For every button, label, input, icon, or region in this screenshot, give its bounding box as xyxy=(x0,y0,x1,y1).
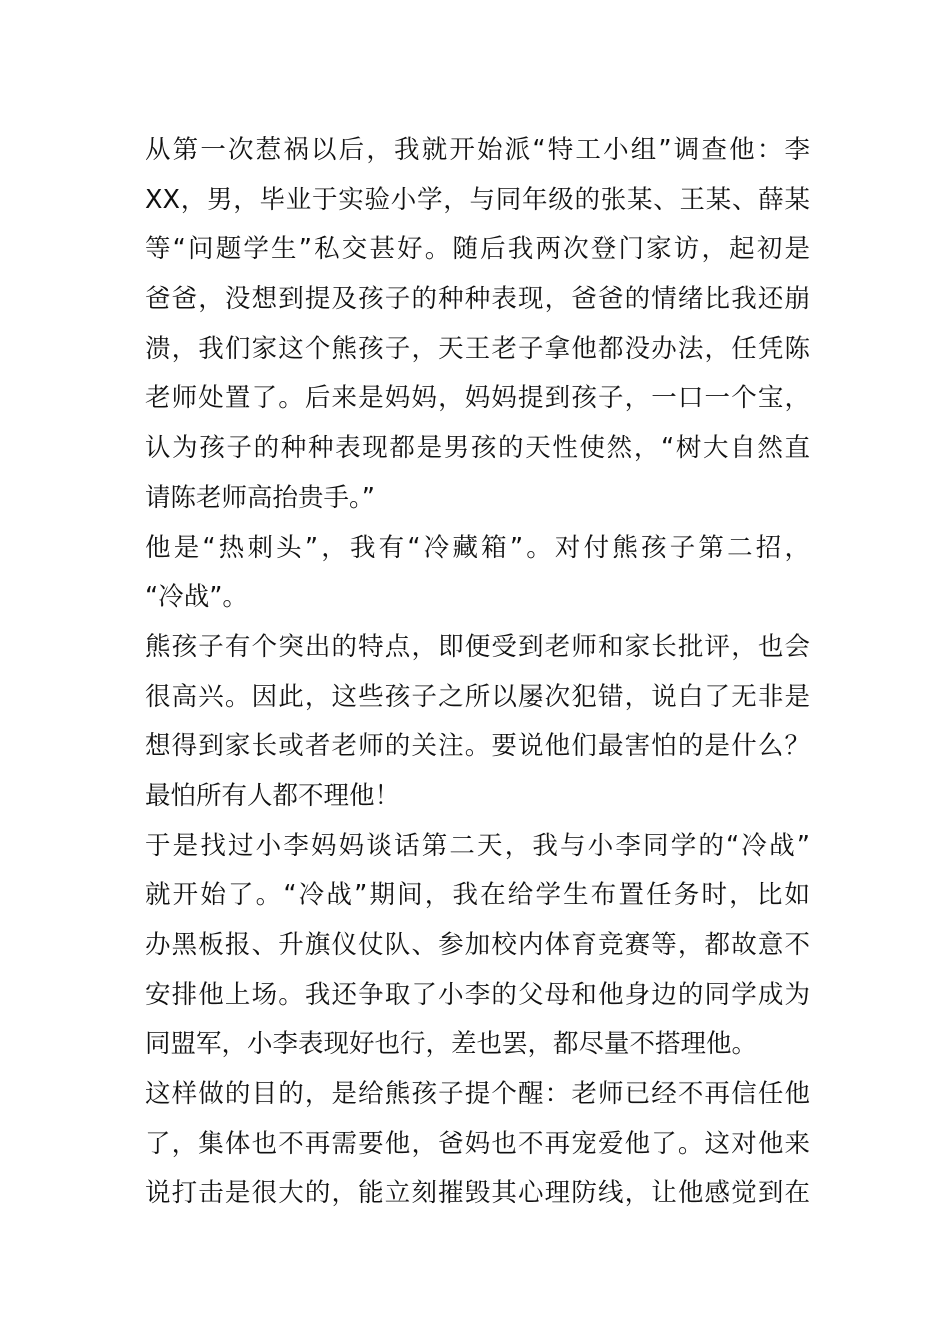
text-line: 想得到家长或者老师的关注。要说他们最害怕的是什么？ xyxy=(145,731,810,762)
text-line: 这样做的目的，是给熊孩子提个醒：老师已经不再信任他 xyxy=(145,1079,810,1110)
text-line: 很高兴。因此，这些孩子之所以屡次犯错，说白了无非是 xyxy=(145,681,810,712)
text-line: 老师处置了。后来是妈妈，妈妈提到孩子，一口一个宝， xyxy=(145,383,810,414)
text-line: 溃，我们家这个熊孩子，天王老子拿他都没办法，任凭陈 xyxy=(145,333,810,364)
text-line: 等“问题学生”私交甚好。随后我两次登门家访，起初是 xyxy=(145,234,810,265)
text-line: 他是“热刺头”，我有“冷藏箱”。对付熊孩子第二招， xyxy=(145,532,810,563)
text-line: “冷战”。 xyxy=(145,582,248,613)
text-line: 于是找过小李妈妈谈话第二天，我与小李同学的“冷战” xyxy=(145,830,810,861)
text-line: 熊孩子有个突出的特点，即便受到老师和家长批评，也会 xyxy=(145,631,810,662)
text-line: 办黑板报、升旗仪仗队、参加校内体育竞赛等，都故意不 xyxy=(145,930,810,960)
body-text xyxy=(145,126,810,1219)
text-line: 安排他上场。我还争取了小李的父母和他身边的同学成为 xyxy=(145,979,810,1010)
text-line: 了，集体也不再需要他，爸妈也不再宠爱他了。这对他来 xyxy=(145,1128,810,1159)
text-line: 就开始了。“冷战”期间，我在给学生布置任务时，比如 xyxy=(145,880,810,911)
text-line: XX，男，毕业于实验小学，与同年级的张某、王某、薛某 xyxy=(145,184,810,215)
text-line: 说打击是很大的，能立刻摧毁其心理防线，让他感觉到在 xyxy=(145,1178,810,1209)
text-line: 认为孩子的种种表现都是男孩的天性使然，“树大自然直 xyxy=(145,433,810,464)
text-line: 最怕所有人都不理他！ xyxy=(145,780,401,811)
text-line: 爸爸，没想到提及孩子的种种表现，爸爸的情绪比我还崩 xyxy=(145,284,810,315)
text-line: 从第一次惹祸以后，我就开始派“特工小组”调查他：李 xyxy=(145,135,810,165)
text-line: 请陈老师高抬贵手。” xyxy=(145,482,375,513)
text-line: 同盟军，小李表现好也行，差也罢，都尽量不搭理他。 xyxy=(145,1029,758,1060)
